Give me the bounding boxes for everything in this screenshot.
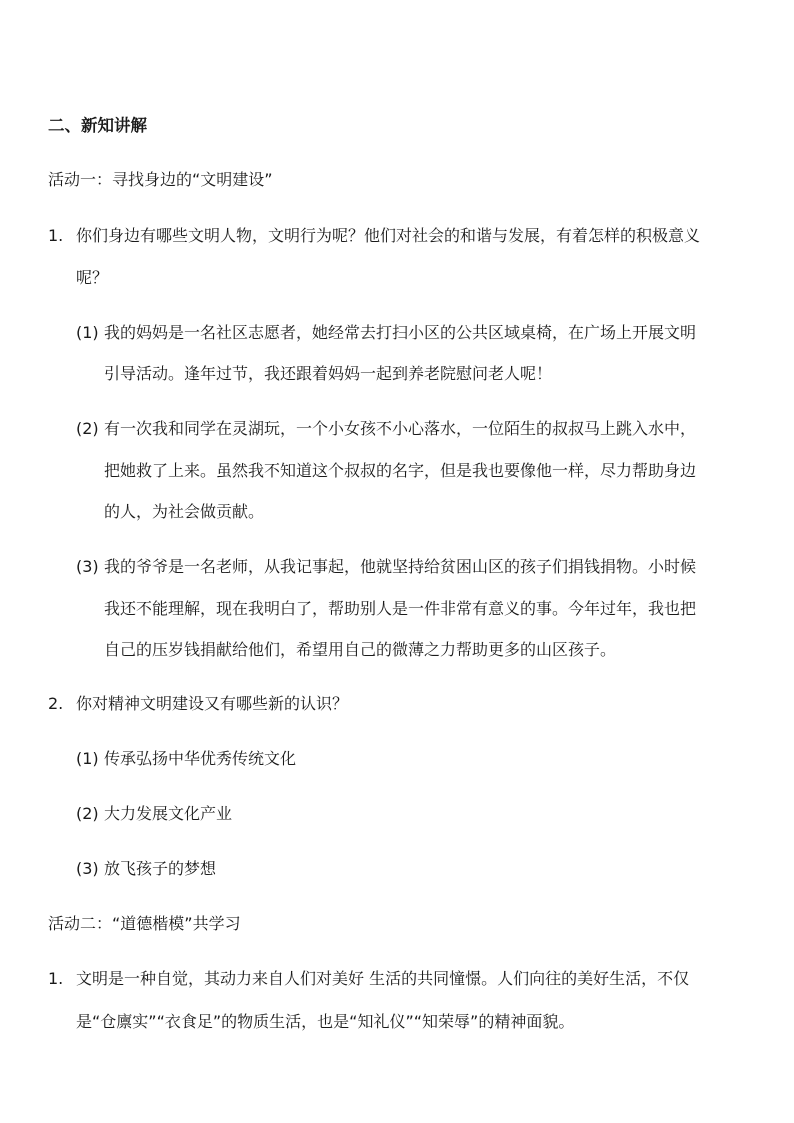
answer-1-2-label: (2) <box>76 419 99 438</box>
answer-1-3-line-3: 自己的压岁钱捐献给他们，希望用自己的微薄之力帮助更多的山区孩子。 <box>104 640 617 659</box>
answer-2-3 <box>76 857 216 881</box>
answer-1-2-line-1 <box>76 417 696 441</box>
question-two-text: 你对精神文明建设又有哪些新的认识？ <box>76 694 349 713</box>
answer-1-2-line-2: 把她救了上来。虽然我不知道这个叔叔的名字，但是我也要像他一样，尽力帮助身边 <box>104 461 697 480</box>
activity-two-para-text-1: 文明是一种自觉，其动力来自人们对美好 生活的共同憧憬。人们向往的美好生活，不仅 <box>76 969 690 988</box>
activity-two-para-line-2: 是“仓廪实”“衣食足”的物质生活，也是“知礼仪”“知荣辱”的精神面貌。 <box>76 1012 575 1031</box>
activity-two-para-line-1 <box>48 967 689 991</box>
answer-2-1-label: (1) <box>76 749 99 768</box>
question-one-text-1: 你们身边有哪些文明人物，文明行为呢？他们对社会的和谐与发展，有着怎样的积极意义 <box>76 226 701 245</box>
answer-1-3-text-1: 我的爷爷是一名老师，从我记事起，他就坚持给贫困山区的孩子们捐钱捐物。小时候 <box>104 557 697 576</box>
question-one-line-2: 呢？ <box>76 268 109 287</box>
answer-1-1-text-1: 我的妈妈是一名社区志愿者，她经常去打扫小区的公共区域桌椅，在广场上开展文明 <box>104 323 697 342</box>
activity-two-title: 活动二：“道德楷模”共学习 <box>48 914 241 933</box>
answer-1-3-line-2: 我还不能理解，现在我明白了，帮助别人是一件非常有意义的事。今年过年，我也把 <box>104 599 697 618</box>
answer-2-2 <box>76 802 232 826</box>
answer-1-1-line-2: 引导活动。逢年过节，我还跟着妈妈一起到养老院慰问老人呢！ <box>104 364 553 383</box>
answer-1-3-label: (3) <box>76 557 99 576</box>
answer-2-3-text: 放飞孩子的梦想 <box>104 859 217 878</box>
question-one-line-1 <box>48 224 700 248</box>
activity-one-title: 活动一：寻找身边的“文明建设” <box>48 170 273 189</box>
section-heading: 二、新知讲解 <box>48 116 147 135</box>
answer-2-3-label: (3) <box>76 859 99 878</box>
answer-2-1-text: 传承弘扬中华优秀传统文化 <box>104 749 297 768</box>
answer-1-3-line-1 <box>76 555 696 579</box>
question-two-line <box>48 692 348 716</box>
question-two-number: 2. <box>48 694 64 713</box>
answer-1-2-line-3: 的人，为社会做贡献。 <box>104 502 265 521</box>
answer-1-1-line-1 <box>76 321 696 345</box>
activity-two-para-number: 1. <box>48 969 64 988</box>
answer-2-1 <box>76 747 296 771</box>
question-one-number: 1. <box>48 226 64 245</box>
answer-1-1-label: (1) <box>76 323 99 342</box>
answer-2-2-label: (2) <box>76 804 99 823</box>
answer-1-2-text-1: 有一次我和同学在灵湖玩，一个小女孩不小心落水，一位陌生的叔叔马上跳入水中， <box>104 419 697 438</box>
answer-2-2-text: 大力发展文化产业 <box>104 804 233 823</box>
